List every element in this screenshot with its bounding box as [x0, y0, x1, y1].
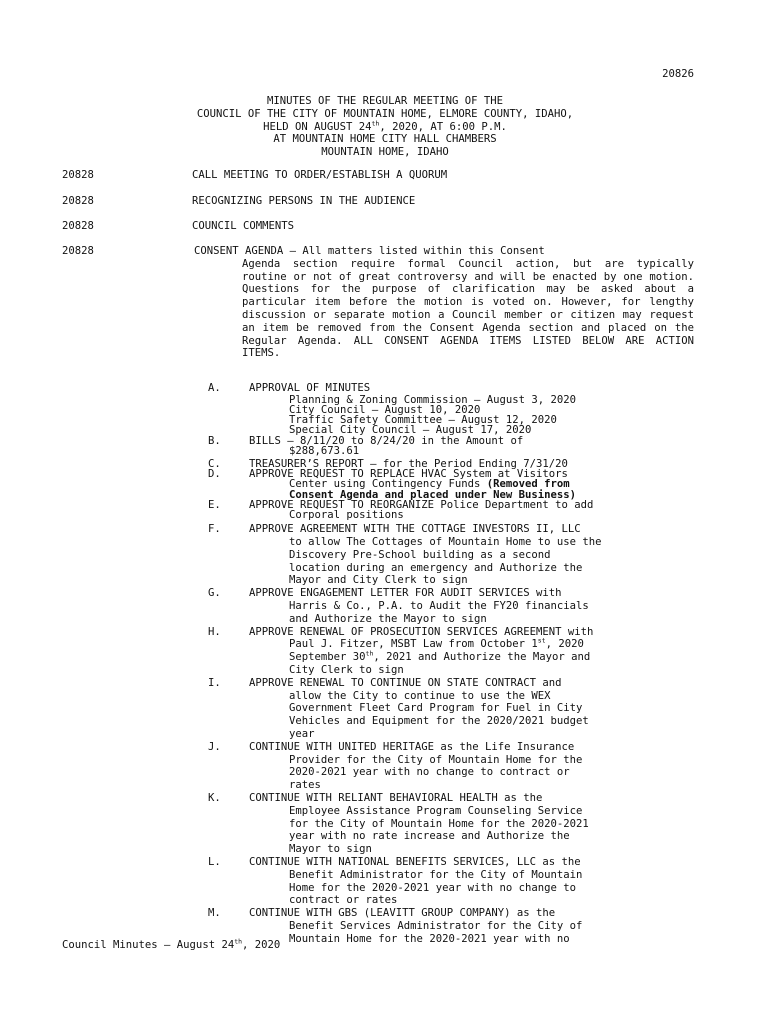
item-title: APPROVE AGREEMENT WITH THE COTTAGE INVESTORS II, LLC: [249, 523, 581, 536]
item-line: City Clerk to sign: [289, 664, 404, 676]
minutes-header: [0, 95, 770, 159]
agenda-item-a: [208, 382, 708, 436]
item-letter: L.: [208, 855, 221, 868]
item-title: APPROVE REQUEST TO REORGANIZE Police Department to add: [249, 498, 594, 511]
consent-agenda-items: [208, 382, 708, 946]
item-title: CONTINUE WITH NATIONAL BENEFITS SERVICES, LLC as the: [249, 855, 581, 868]
item-line: [249, 638, 708, 651]
header-line-5: MOUNTAIN HOME, IDAHO: [321, 146, 449, 159]
consent-agenda-description: Agenda section require formal Council action, but are typically routine or not of great controversy and will be enacted by one motion. Questions for the purpose of clarification may be asked about a particular item before the motion is voted on. However, for lengthy discussion or separate motion a Council member or citizen may request an item be removed from the Consent Agenda section and placed on the Regular Agenda. ALL CONSENT AGENDA ITEMS LISTED BELOW ARE ACTION ITEMS.: [242, 257, 694, 360]
item-line-text: September 30: [289, 651, 366, 664]
item-line: Benefit Administrator for the City of Mountain: [289, 868, 583, 881]
item-line: City Council – August 10, 2020: [289, 404, 481, 416]
agenda-item-k: [208, 792, 708, 856]
header-date-suffix: th: [371, 119, 380, 128]
section-title: COUNCIL COMMENTS: [192, 220, 295, 232]
agenda-item-m: [208, 907, 708, 945]
item-title: BILLS – 8/11/20 to 8/24/20 in the Amount of: [249, 434, 524, 447]
page-footer: [62, 939, 280, 952]
agenda-item-i: [208, 677, 708, 741]
item-letter: H.: [208, 625, 221, 638]
item-line: Mayor and City Clerk to sign: [289, 574, 468, 587]
header-line-2: COUNCIL OF THE CITY OF MOUNTAIN HOME, ELMORE COUNTY, IDAHO,: [196, 107, 574, 120]
header-time-text: , 2020, AT 6:00 P.M.: [379, 120, 507, 133]
section-title: CALL MEETING TO ORDER/ESTABLISH A QUORUM: [192, 169, 448, 181]
item-letter: A.: [208, 382, 221, 394]
header-line-4: AT MOUNTAIN HOME CITY HALL CHAMBERS: [273, 133, 497, 146]
item-letter: E.: [208, 498, 221, 511]
item-letter: J.: [208, 740, 221, 753]
item-line: Corporal positions: [289, 509, 404, 522]
item-line: and Authorize the Mayor to sign: [289, 612, 487, 625]
consent-agenda-section: [194, 245, 694, 360]
item-letter: B.: [208, 434, 221, 447]
section-code: 20828: [62, 220, 94, 232]
item-line: Vehicles and Equipment for the 2020/2021 budget: [289, 715, 589, 728]
agenda-item-j: [208, 741, 708, 792]
item-letter: K.: [208, 791, 221, 804]
item-title: CONTINUE WITH GBS (LEAVITT GROUP COMPANY) as the: [249, 907, 556, 920]
item-line: to allow The Cottages of Mountain Home to use the: [289, 536, 602, 549]
item-line: allow the City to continue to use the WEX: [289, 689, 551, 702]
header-line-1: MINUTES OF THE REGULAR MEETING OF THE: [267, 95, 503, 107]
item-title: CONTINUE WITH UNITED HERITAGE as the Life Insurance: [249, 740, 575, 753]
item-line: Government Fleet Card Program for Fuel in City: [289, 702, 583, 715]
item-line-text: , 2021 and Authorize the Mayor and: [373, 651, 591, 664]
footer-date-suffix: th: [234, 937, 243, 946]
item-letter: I.: [208, 676, 221, 689]
agenda-item-f: [208, 523, 708, 587]
footer-year: , 2020: [242, 939, 281, 951]
item-line: Employee Assistance Program Counseling Service: [289, 804, 583, 817]
item-letter: M.: [208, 907, 221, 920]
item-letter: C.: [208, 458, 221, 471]
item-line: 2020-2021 year with no change to contract or: [289, 766, 570, 779]
header-line-3: [0, 121, 770, 134]
item-line: Special City Council – August 17, 2020: [289, 424, 532, 437]
page-number: 20826: [662, 68, 694, 80]
item-line: Discovery Pre-School building as a second: [289, 548, 551, 561]
item-line: rates: [289, 779, 321, 792]
ordinal-suffix: th: [365, 649, 374, 658]
item-letter: F.: [208, 523, 221, 536]
section-code: 20828: [62, 245, 94, 257]
removed-note-continued: Consent Agenda and placed under New Business): [289, 488, 577, 501]
item-title: APPROVAL OF MINUTES: [249, 382, 371, 394]
header-date-text: HELD ON AUGUST 24: [263, 120, 372, 133]
removed-note: (Removed from: [486, 478, 570, 491]
item-line: year with no rate increase and Authorize the: [289, 830, 570, 843]
item-title: CONTINUE WITH RELIANT BEHAVIORAL HEALTH as the: [249, 791, 543, 804]
agenda-item-e: [208, 500, 708, 520]
item-line: for the City of Mountain Home for the 2020-2021: [289, 817, 589, 830]
item-line: Harris & Co., P.A. to Audit the FY20 financials: [289, 600, 589, 613]
footer-text: Council Minutes – August 24: [62, 939, 235, 951]
item-line: Home for the 2020-2021 year with no change to: [289, 881, 577, 894]
agenda-item-l: [208, 856, 708, 907]
section-code: 20828: [62, 169, 94, 181]
item-line: Traffic Safety Committee – August 12, 2020: [289, 414, 557, 427]
item-line-text: Paul J. Fitzer, MSBT Law from October 1: [289, 638, 538, 651]
item-line: Mayor to sign: [289, 843, 372, 856]
ordinal-suffix: st: [537, 636, 546, 645]
section-code: 20828: [62, 195, 94, 207]
item-line: $288,673.61: [289, 444, 360, 457]
item-title: APPROVE ENGAGEMENT LETTER FOR AUDIT SERVICES with: [249, 587, 562, 600]
agenda-item-g: [208, 587, 708, 625]
consent-agenda-title: CONSENT AGENDA – All matters listed within this Consent: [194, 245, 545, 257]
item-title: APPROVE RENEWAL TO CONTINUE ON STATE CONTRACT and: [249, 676, 562, 689]
section-title: RECOGNIZING PERSONS IN THE AUDIENCE: [192, 195, 416, 207]
item-title: APPROVE RENEWAL OF PROSECUTION SERVICES AGREEMENT with: [249, 625, 594, 638]
item-line: year: [289, 727, 315, 740]
item-line: Provider for the City of Mountain Home for the: [289, 753, 583, 766]
item-title: APPROVE REQUEST TO REPLACE HVAC System at Visitors: [249, 468, 568, 481]
item-line: Mountain Home for the 2020-2021 year with no: [289, 932, 570, 945]
item-line: [249, 651, 708, 664]
item-line: contract or rates: [289, 894, 398, 907]
item-line: location during an emergency and Authorize the: [289, 561, 583, 574]
item-title: TREASURER’S REPORT – for the Period Ending 7/31/20: [249, 458, 568, 471]
item-letter: G.: [208, 587, 221, 600]
item-line-text: Center using Contingency Funds: [289, 478, 487, 491]
agenda-item-h: [208, 626, 708, 677]
agenda-item-d: [208, 469, 708, 500]
item-line: Benefit Services Administrator for the City of: [289, 919, 583, 932]
item-line: Planning & Zoning Commission – August 3, 2020: [289, 393, 577, 406]
item-line-text: , 2020: [545, 638, 584, 651]
agenda-item-b: [208, 436, 708, 456]
item-letter: D.: [208, 468, 221, 481]
